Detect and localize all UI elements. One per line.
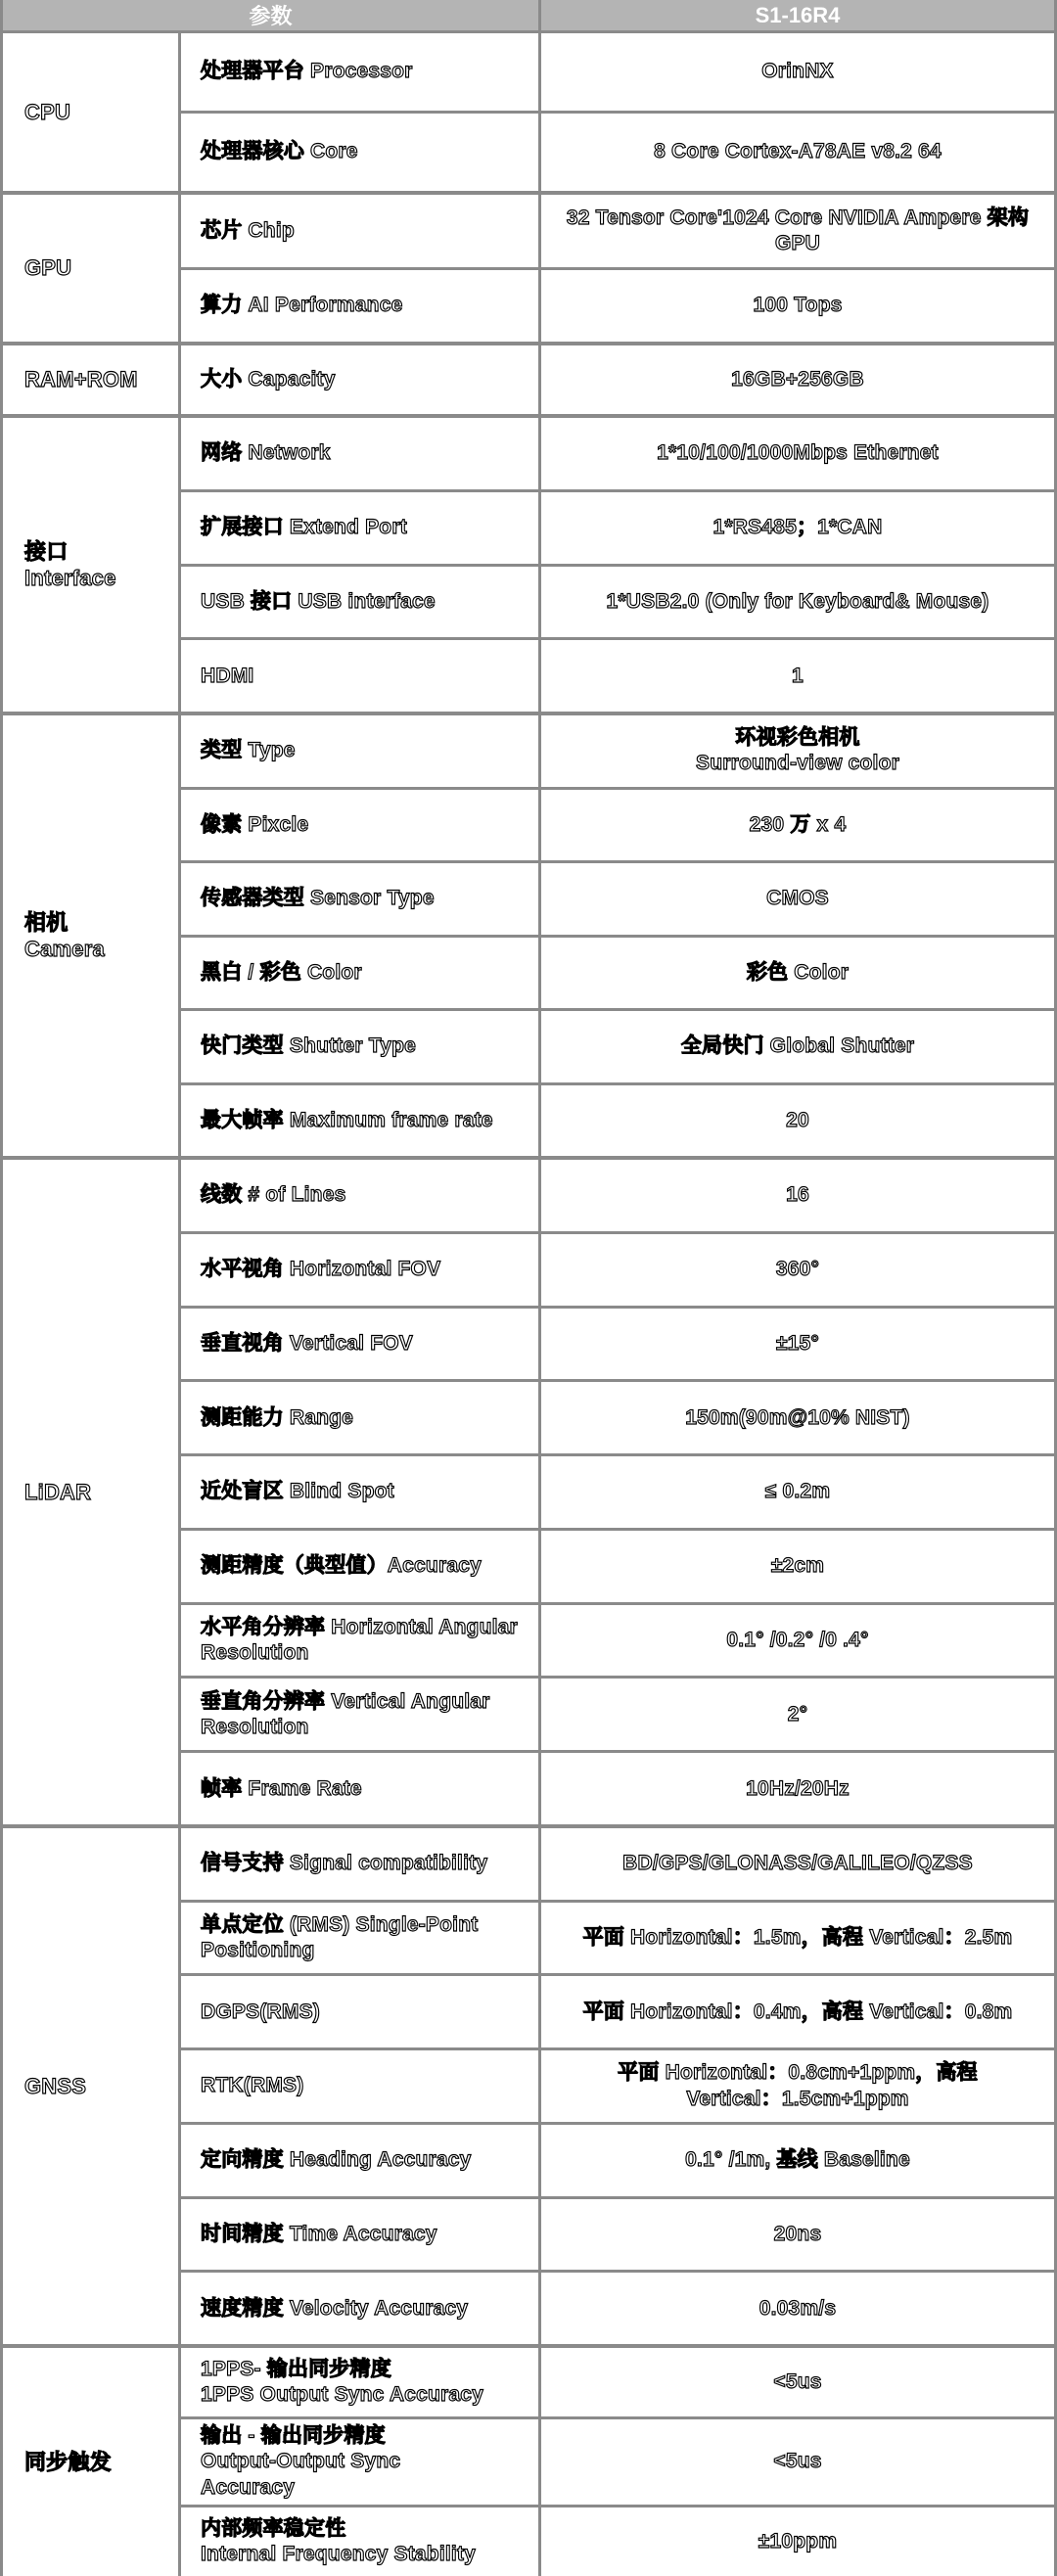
value-text: 平面 Horizontal：0.8cm+1ppm，高程 Vertical：1.5cm+1ppm (618, 2061, 978, 2110)
spec-row (181, 1828, 1054, 1900)
param-label: 算力 AI Performance (201, 294, 403, 317)
param-label: 1PPS- 输出同步精度 1PPS Output Sync Accuracy (201, 2357, 483, 2407)
group-cell-gnss (3, 1828, 181, 2344)
param-cell (181, 2050, 541, 2122)
group-label: 同步触发 (24, 2449, 112, 2474)
value-text: 平面 Horizontal：1.5m，高程 Vertical：2.5m (582, 1925, 1013, 1949)
section-rows (181, 33, 1054, 191)
header-cell-model (541, 0, 1054, 30)
spec-row (181, 1306, 1054, 1380)
value-text: BD/GPS/GLONASS/GALILEO/QZSS (622, 1852, 973, 1875)
value-cell (541, 567, 1054, 638)
param-cell (181, 1011, 541, 1082)
group-label: CPU (24, 99, 71, 124)
param-label: 近处盲区 Blind Spot (201, 1480, 394, 1503)
value-cell (541, 1160, 1054, 1231)
param-cell (181, 270, 541, 343)
group-label: 接口 Interface (24, 538, 116, 590)
spec-row (181, 2416, 1054, 2505)
value-cell (541, 195, 1054, 267)
param-cell (181, 1160, 541, 1231)
param-label: 处理器平台 Processor (201, 60, 413, 83)
spec-row (181, 1082, 1054, 1157)
value-text: OrinNX (761, 60, 834, 83)
group-cell-ram-rom (3, 345, 181, 414)
value-cell (541, 2419, 1054, 2505)
param-label: 定向精度 Heading Accuracy (201, 2148, 472, 2172)
spec-row (181, 267, 1054, 343)
value-cell (541, 492, 1054, 564)
param-label: 内部频率稳定性 Internal Frequency Stability (201, 2516, 476, 2565)
spec-row (181, 489, 1054, 564)
value-text: 150m(90m@10% NIST) (685, 1405, 910, 1429)
param-label: 大小 Capacity (201, 367, 336, 391)
param-label: 水平角分辨率 Horizontal Angular Resolution (201, 1615, 518, 1665)
param-label: 处理器核心 Core (201, 140, 358, 163)
section-rows (181, 715, 1054, 1156)
spec-row (181, 1231, 1054, 1306)
param-label: 输出 - 输出同步精度 Output-Output Sync Accuracy (201, 2424, 401, 2499)
value-cell (541, 1309, 1054, 1380)
param-cell (181, 790, 541, 861)
group-cell-camera (3, 715, 181, 1156)
value-text: 全局快门 Global Shutter (680, 1035, 915, 1058)
value-cell (541, 1085, 1054, 1157)
value-text: 32 Tensor Core'1024 Core NVIDIA Ampere 架构 GPU (566, 206, 1030, 254)
value-cell (541, 2507, 1054, 2576)
spec-row (181, 2348, 1054, 2416)
group-cell-interface (3, 418, 181, 712)
value-text: <5us (773, 2450, 822, 2473)
param-cell (181, 1085, 541, 1157)
value-cell (541, 715, 1054, 787)
value-cell (541, 1382, 1054, 1453)
group-label: 相机 Camera (24, 909, 105, 961)
param-cell (181, 640, 541, 712)
value-text: ≤ 0.2m (764, 1480, 831, 1503)
spec-row (181, 1676, 1054, 1750)
spec-row (181, 2270, 1054, 2344)
header-param-label: 参数 (249, 4, 293, 28)
section-lidar (3, 1156, 1054, 1824)
param-label: 垂直视角 Vertical FOV (201, 1331, 413, 1355)
value-cell (541, 2348, 1054, 2416)
section-interface (3, 414, 1054, 712)
param-label: 黑白 / 彩色 Color (201, 960, 362, 984)
param-cell (181, 1531, 541, 1602)
value-cell (541, 1828, 1054, 1900)
value-cell (541, 2050, 1054, 2122)
table-header (3, 0, 1054, 33)
value-text: 环视彩色相机 Surround-view color (696, 726, 899, 775)
value-text: 1*USB2.0 (Only for Keyboard& Mouse) (606, 589, 989, 613)
param-cell (181, 2507, 541, 2576)
param-cell (181, 33, 541, 111)
spec-row (181, 564, 1054, 638)
value-text: 2° (787, 1702, 808, 1725)
value-text: 0.1° /1m, 基线 Baseline (685, 2148, 910, 2172)
value-cell (541, 1456, 1054, 1528)
value-cell (541, 114, 1054, 191)
param-cell (181, 567, 541, 638)
param-cell (181, 492, 541, 564)
param-label: 传感器类型 Sensor Type (201, 887, 435, 910)
group-cell-cpu (3, 33, 181, 191)
param-label: 信号支持 Signal compatibility (201, 1852, 488, 1875)
value-text: ±2cm (770, 1554, 825, 1578)
param-cell (181, 2348, 541, 2416)
value-text: 0.03m/s (758, 2296, 837, 2320)
param-cell (181, 2419, 541, 2505)
value-cell (541, 1234, 1054, 1306)
spec-row (181, 1160, 1054, 1231)
value-text: 100 Tops (753, 294, 843, 317)
section-rows (181, 2348, 1054, 2576)
spec-row (181, 935, 1054, 1009)
param-label: 速度精度 Velocity Accuracy (201, 2296, 469, 2320)
value-text: 8 Core Cortex-A78AE v8.2 64 (654, 140, 942, 163)
value-text: 230 万 x 4 (749, 812, 847, 836)
group-cell-gpu (3, 195, 181, 342)
group-label: RAM+ROM (24, 367, 138, 392)
value-text: 16 (786, 1183, 809, 1207)
section-gpu (3, 191, 1054, 342)
section-sync (3, 2344, 1054, 2576)
param-label: 扩展接口 Extend Port (201, 516, 407, 538)
value-cell (541, 790, 1054, 861)
value-cell (541, 938, 1054, 1009)
value-text: ±10ppm (758, 2529, 838, 2553)
section-gnss (3, 1824, 1054, 2344)
spec-row (181, 2196, 1054, 2271)
spec-row (181, 1750, 1054, 1824)
param-label: 帧率 Frame Rate (201, 1776, 362, 1800)
spec-table-body (3, 33, 1054, 2576)
group-label: LiDAR (24, 1479, 92, 1504)
spec-row (181, 195, 1054, 267)
param-cell (181, 418, 541, 489)
value-cell (541, 2199, 1054, 2271)
value-text: 20ns (773, 2222, 822, 2245)
value-cell (541, 2273, 1054, 2344)
value-cell (541, 270, 1054, 343)
param-label: 类型 Type (201, 739, 296, 762)
value-text: 20 (786, 1108, 809, 1131)
section-cpu (3, 33, 1054, 191)
param-cell (181, 1828, 541, 1900)
param-label: HDMI (201, 664, 254, 687)
param-cell (181, 1679, 541, 1750)
param-cell (181, 863, 541, 935)
value-text: 平面 Horizontal：0.4m，高程 Vertical：0.8m (582, 2000, 1013, 2023)
param-label: 测距能力 Range (201, 1405, 354, 1429)
value-text: ±15° (775, 1331, 820, 1355)
param-label: RTK(RMS) (201, 2074, 304, 2097)
param-label: 垂直角分辨率 Vertical Angular Resolution (201, 1689, 490, 1738)
value-cell (541, 2125, 1054, 2196)
value-cell (541, 1903, 1054, 1974)
value-text: 彩色 Color (746, 960, 850, 984)
header-model-label: S1-16R4 (755, 2, 841, 27)
param-cell (181, 114, 541, 191)
value-text: 1*RS485；1*CAN (712, 516, 883, 538)
spec-row (181, 1602, 1054, 1677)
section-camera (3, 712, 1054, 1156)
param-cell (181, 1234, 541, 1306)
spec-row (181, 345, 1054, 414)
value-text: 360° (775, 1258, 820, 1281)
param-cell (181, 2273, 541, 2344)
param-cell (181, 195, 541, 267)
spec-row (181, 1008, 1054, 1082)
value-cell (541, 863, 1054, 935)
param-label: 单点定位 (RMS) Single-Point Positioning (201, 1912, 479, 1962)
param-label: 时间精度 Time Accuracy (201, 2222, 437, 2245)
section-rows (181, 345, 1054, 414)
header-cell-param (3, 0, 541, 30)
spec-row (181, 1379, 1054, 1453)
param-cell (181, 1309, 541, 1380)
param-cell (181, 345, 541, 414)
param-cell (181, 1605, 541, 1677)
param-label: 网络 Network (201, 441, 331, 465)
value-text: 1*10/100/1000Mbps Ethernet (657, 441, 939, 465)
spec-row (181, 2505, 1054, 2576)
value-text: 0.1° /0.2° /0 .4° (726, 1628, 869, 1651)
section-rows (181, 195, 1054, 342)
spec-row (181, 111, 1054, 191)
param-cell (181, 1456, 541, 1528)
param-label: 芯片 Chip (201, 218, 295, 242)
param-cell (181, 2199, 541, 2271)
value-text: 16GB+256GB (731, 367, 864, 391)
spec-row (181, 1973, 1054, 2047)
param-label: 像素 Pixcle (201, 812, 309, 836)
spec-row (181, 1453, 1054, 1528)
value-cell (541, 1753, 1054, 1824)
value-cell (541, 1679, 1054, 1750)
param-cell (181, 1382, 541, 1453)
value-cell (541, 345, 1054, 414)
param-label: 水平视角 Horizontal FOV (201, 1258, 441, 1281)
value-text: CMOS (766, 887, 829, 910)
spec-row (181, 33, 1054, 111)
spec-row (181, 787, 1054, 861)
param-label: 测距精度（典型值）Accuracy (201, 1554, 482, 1578)
value-cell (541, 33, 1054, 111)
spec-row (181, 418, 1054, 489)
spec-row (181, 2122, 1054, 2196)
section-rows (181, 1160, 1054, 1824)
group-label: GNSS (24, 2073, 87, 2098)
param-cell (181, 2125, 541, 2196)
param-cell (181, 1976, 541, 2047)
group-cell-sync (3, 2348, 181, 2576)
param-cell (181, 1753, 541, 1824)
section-ram-rom (3, 342, 1054, 414)
section-rows (181, 418, 1054, 712)
param-cell (181, 1903, 541, 1974)
spec-row (181, 1528, 1054, 1602)
value-cell (541, 418, 1054, 489)
value-text: <5us (773, 2369, 822, 2393)
param-label: DGPS(RMS) (201, 2000, 320, 2023)
param-label: 线数 # of Lines (201, 1183, 346, 1207)
param-cell (181, 938, 541, 1009)
section-rows (181, 1828, 1054, 2344)
value-cell (541, 1531, 1054, 1602)
value-cell (541, 640, 1054, 712)
spec-row (181, 1900, 1054, 1974)
value-cell (541, 1011, 1054, 1082)
value-text: 1 (792, 664, 804, 687)
value-cell (541, 1976, 1054, 2047)
spec-row (181, 715, 1054, 787)
group-cell-lidar (3, 1160, 181, 1824)
param-label: USB 接口 USB interface (201, 589, 436, 613)
value-text: 10Hz/20Hz (746, 1776, 850, 1800)
param-cell (181, 715, 541, 787)
value-cell (541, 1605, 1054, 1677)
spec-row (181, 637, 1054, 712)
spec-row (181, 2047, 1054, 2122)
spec-row (181, 860, 1054, 935)
param-label: 快门类型 Shutter Type (201, 1035, 417, 1058)
param-label: 最大帧率 Maximum frame rate (201, 1108, 493, 1131)
group-label: GPU (24, 255, 72, 281)
